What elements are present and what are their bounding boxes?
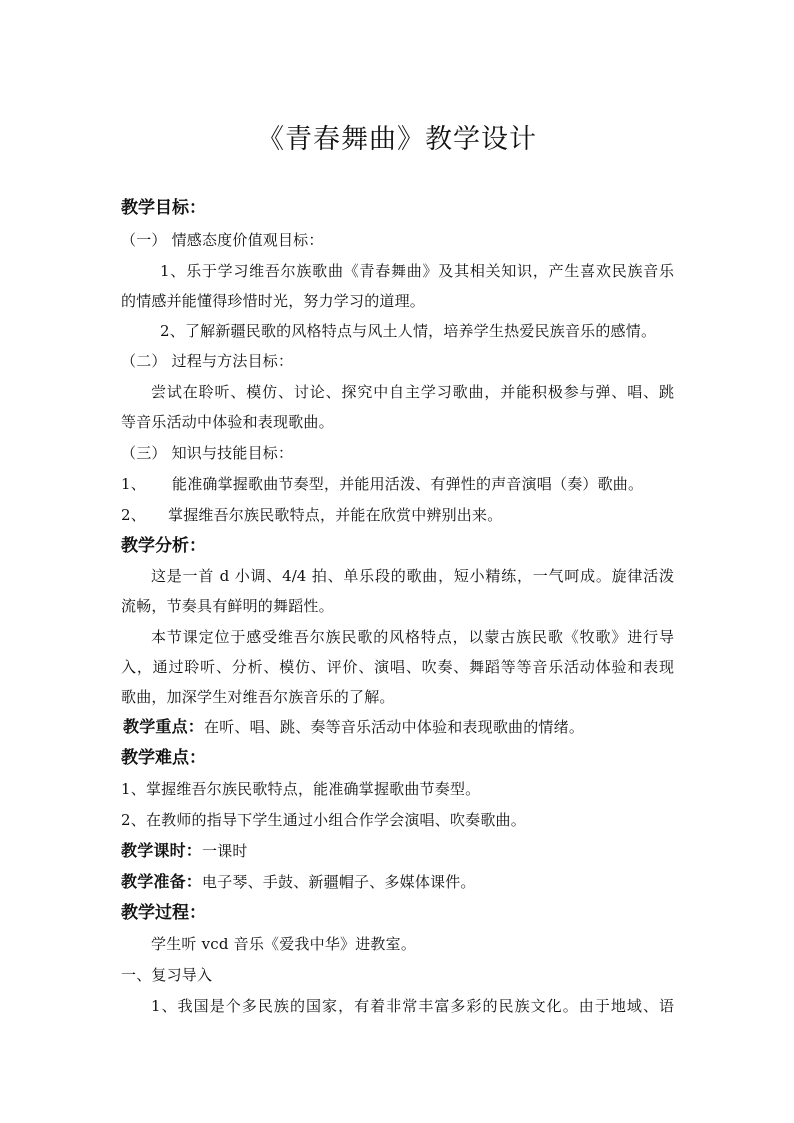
preparation	[121, 872, 476, 892]
analysis-p1-line1: 这是一首 d 小调、4/4 拍、单乐段的歌曲，短小精练，一气呵成。旋律活泼	[151, 567, 674, 585]
analysis-heading: 教学分析：	[121, 536, 206, 556]
objectives-sub3-item1-text: 能准确掌握歌曲节奏型，并能用活泼、有弹性的声音演唱（奏）歌曲。	[172, 475, 644, 493]
process-section1-title: 一、复习导入	[121, 966, 213, 984]
objectives-heading: 教学目标：	[121, 198, 206, 218]
hours	[121, 841, 248, 861]
difficulties-heading: 教学难点：	[121, 748, 206, 768]
document-title: 《青春舞曲》教学设计	[257, 124, 537, 155]
objectives-sub1-item2: 2、了解新疆民歌的风格特点与风土人情，培养学生热爱民族音乐的感情。	[160, 322, 657, 340]
preparation-heading: 教学准备：	[121, 872, 203, 891]
process-heading: 教学过程：	[121, 903, 206, 923]
key-points-heading: 教学重点：	[123, 717, 205, 736]
objectives-sub1-item1-line1: 1、乐于学习维吾尔族歌曲《青春舞曲》及其相关知识，产生喜欢民族音乐	[160, 262, 674, 280]
objectives-sub2-line1: 尝试在聆听、模仿、讨论、探究中自主学习歌曲，并能积极参与弹、唱、跳	[151, 383, 674, 401]
analysis-p2-line3: 歌曲，加深学生对维吾尔族音乐的了解。	[121, 688, 395, 706]
objectives-sub2-line2: 等音乐活动中体验和表现歌曲。	[121, 413, 334, 431]
objectives-sub3: （三） 知识与技能目标：	[121, 444, 294, 462]
analysis-p1-line2: 流畅，节奏具有鲜明的舞蹈性。	[121, 597, 334, 615]
objectives-sub1: （一） 情感态度价值观目标：	[121, 231, 324, 249]
hours-text: 一课时	[202, 842, 248, 860]
difficulties-item2: 2、在教师的指导下学生通过小组合作学会演唱、吹奏歌曲。	[121, 811, 526, 829]
analysis-p2-line2: 入，通过聆听、分析、模仿、评价、演唱、吹奏、舞蹈等等音乐活动体验和表现	[121, 658, 674, 676]
key-points-text: 在听、唱、跳、奏等音乐活动中体验和表现歌曲的情绪。	[204, 718, 585, 736]
preparation-text: 电子琴、手鼓、新疆帽子、多媒体课件。	[202, 873, 476, 891]
objectives-sub3-item2-number: 2、	[121, 506, 146, 524]
key-points	[123, 717, 584, 737]
objectives-sub3-item1-number: 1、	[121, 475, 146, 493]
process-intro: 学生听 vcd 音乐《爱我中华》进教室。	[151, 935, 417, 953]
objectives-sub3-item2-text: 掌握维吾尔族民歌特点，并能在欣赏中辨别出来。	[168, 506, 503, 524]
difficulties-item1: 1、掌握维吾尔族民歌特点，能准确掌握歌曲节奏型。	[121, 780, 481, 798]
hours-heading: 教学课时：	[121, 841, 203, 860]
objectives-sub1-item1-line2: 的情感并能懂得珍惜时光，努力学习的道理。	[121, 292, 426, 310]
analysis-p2-line1: 本节课定位于感受维吾尔族民歌的风格特点，以蒙古族民歌《牧歌》进行导	[151, 628, 674, 646]
objectives-sub2: （二） 过程与方法目标：	[121, 352, 294, 370]
process-section1-item1: 1、我国是个多民族的国家，有着非常丰富多彩的民族文化。由于地域、语	[151, 997, 674, 1015]
